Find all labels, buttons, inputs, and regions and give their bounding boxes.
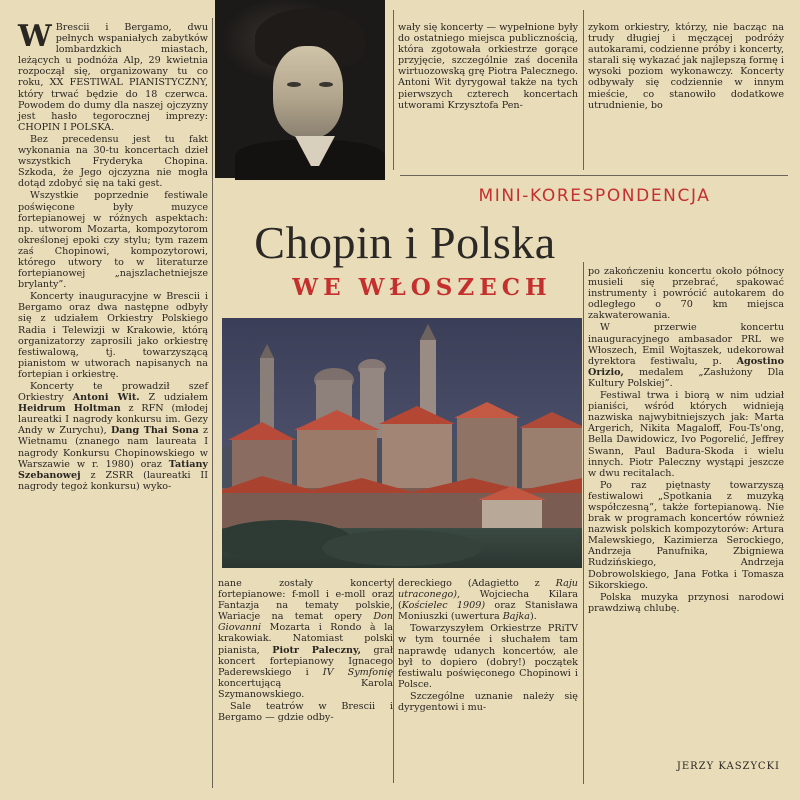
paragraph: Festiwal trwa i biorą w nim udział pianiści, wśród których widnieją nazwiska najwybitniejszych jak: Marta Argerich, Nikita Magaloff, Fou-Ts'ong, Bella Dawidowicz, Ivo Pogorelić, Jeffrey Swann, Paul Badura-Skoda i wielu innych. Piotr Paleczny wystąpi jeszcze w dwu recitalach. [588,390,784,479]
drop-cap: W [18,19,52,54]
section-kicker: MINI-KORESPONDENCJA [478,186,711,206]
paragraph: Koncerty inauguracyjne w Brescii i Bergamo oraz dwa następne odbyły się z udziałem Orkiestry Polskiego Radia i Telewizji w Krakowie, którą organizatorzy zaprosili jako orkiestrę festiwalową, tj. towarzyszącą pianistom w utworach napisanych na fortepian i orkiestrę. [18,291,208,380]
column-rule [393,578,394,783]
paragraph: wały się koncerty — wypełnione były do ostatniego miejsca publicznością, która zgotowała orkiestrze gorące przyjęcie, szczególnie zaś doceniła wirtuozowską grę Piotra Palecznego. Antoni Wit dyrygował także na tych pierwszych czterech koncertach utworami Krzysztofa Pen- [398,22,578,111]
paragraph: Towarzyszyłem Orkiestrze PRiTV w tym tournée i słuchałem tam naprawdę udanych koncertów, ale był to dopiero (dobry!) początek festiwalu poświęconego Chopinowi i Polsce. [398,623,578,690]
article-column-1 [18,19,209,493]
subheadline: WE WŁOSZECH [292,274,552,301]
paragraph: Brescii i Bergamo, dwu pełnych wspaniałych zabytków lombardzkich miastach, leżących u podnóża Alp, 29 kwietnia rozpoczął się, organizowany tu co roku, XX FESTIWAL PIANISTYCZNY, który trwać będzie do 18 czerwca. Powodem do dumy dla naszej ojczyzny jest hasło tegorocznej imprezy: CHOPIN I POLSKA. [18,22,208,133]
paragraph: Wszystkie poprzednie festiwale poświęcone były muzyce fortepianowej w różnych aspektach: np. utworom Mozarta, kompozytorom określonej epoki czy stylu; tym razem zaś Chopinowi, kompozytorowi, którego utwory to w literaturze fortepianowej „najszlachetniejsze brylanty”. [18,190,208,291]
column-rule [393,10,394,170]
column-rule [212,18,213,788]
paragraph: Po raz piętnasty towarzyszą festiwalowi „Spotkania z muzyką współczesną”, także fortepianową. Nie brak w programach koncertów również nazwisk polskich kompozytorów: Artura Malewskiego, Kazimierza Serockiego, Andrzeja Panufnika, Zbigniewa Rudzińskiego, Andrzeja Dobrowolskiego, Jana Fotka i Tomasza Sikorskiego. [588,479,784,591]
chopin-portrait [215,0,385,178]
paragraph: Bez precedensu jest tu fakt wykonania na 30-tu koncertach dzieł wszystkich Fryderyka Chopina. Szkoda, że Jego ojczyzna nie mogła dotąd zdobyć się na taki gest. [18,133,208,190]
article-column-3b [588,266,784,615]
paragraph: Polska muzyka przynosi narodowi prawdziwą chlubę. [588,591,784,614]
article-column-2b [398,578,578,714]
headline: Chopin i Polska [254,217,556,268]
paragraph: Sale teatrów w Brescii i Bergamo — gdzie odby- [218,701,393,724]
bergamo-cityscape-photo [222,318,582,568]
kicker-rule [400,175,788,176]
column-rule [583,10,584,170]
paragraph: po zakończeniu koncertu około północy musieli się przebrać, spakować instrumenty i powrócić autokarem do odległego o 70 km miejsca zakwaterowania. [588,266,784,322]
paragraph: Koncerty te prowadził szef Orkiestry Antoni Wit. Z udziałem Heidrum Holtman z RFN (młodej laureatki I nagrody konkursu im. Gezy Andy w Zurychu), Dang Thai Sona z Wietnamu (znanego nam laureata I nagrody Konkursu Chopinowskiego w Warszawie w r. 1980) oraz Tatiany Szebanowej z ZSRR (laureatki II nagrody tegoż konkursu) wyko- [18,381,209,492]
paragraph: W przerwie koncertu inauguracyjnego ambasador PRL we Włoszech, Emil Wojtaszek, udekorował dyrektora festiwalu, p. Agostino Orizio, medalem „Zasłużony Dla Kultury Polskiej”. [588,322,784,389]
article-column-2 [398,22,578,112]
paragraph: zykom orkiestry, którzy, nie bacząc na trudy długiej i męczącej podróży autokarami, codzienne próby i koncerty, starali się wykazać jak najlepszą formę i wysoki poziom wykonawczy. Koncerty odbywały się codziennie w innym mieście, co stanowiło dodatkowe utrudnienie, bo [588,22,784,111]
author-signature: JERZY KASZYCKI [676,761,780,772]
paragraph: Szczególne uznanie należy się dyrygentowi i mu- [398,690,578,714]
paragraph: dereckiego (Adagietto z Raju utraconego), Wojciecha Kilara (Kościelec 1909) oraz Stanisława Moniuszki (uwertura Bajka). [398,578,578,623]
column-rule [583,262,584,784]
article-column-3 [588,22,784,112]
paragraph: nane zostały koncerty fortepianowe: f-moll i e-moll oraz Fantazja na tematy polskie, Wariacje na temat opery Don Giovanni Mozarta i Rondo à la krakowiak. Natomiast polski pianista, Piotr Paleczny, grał koncert fortepianowy Ignacego Paderewskiego i IV Symfonię koncertującą Karola Szymanowskiego. [218,578,394,700]
article-column-1b [218,578,393,724]
